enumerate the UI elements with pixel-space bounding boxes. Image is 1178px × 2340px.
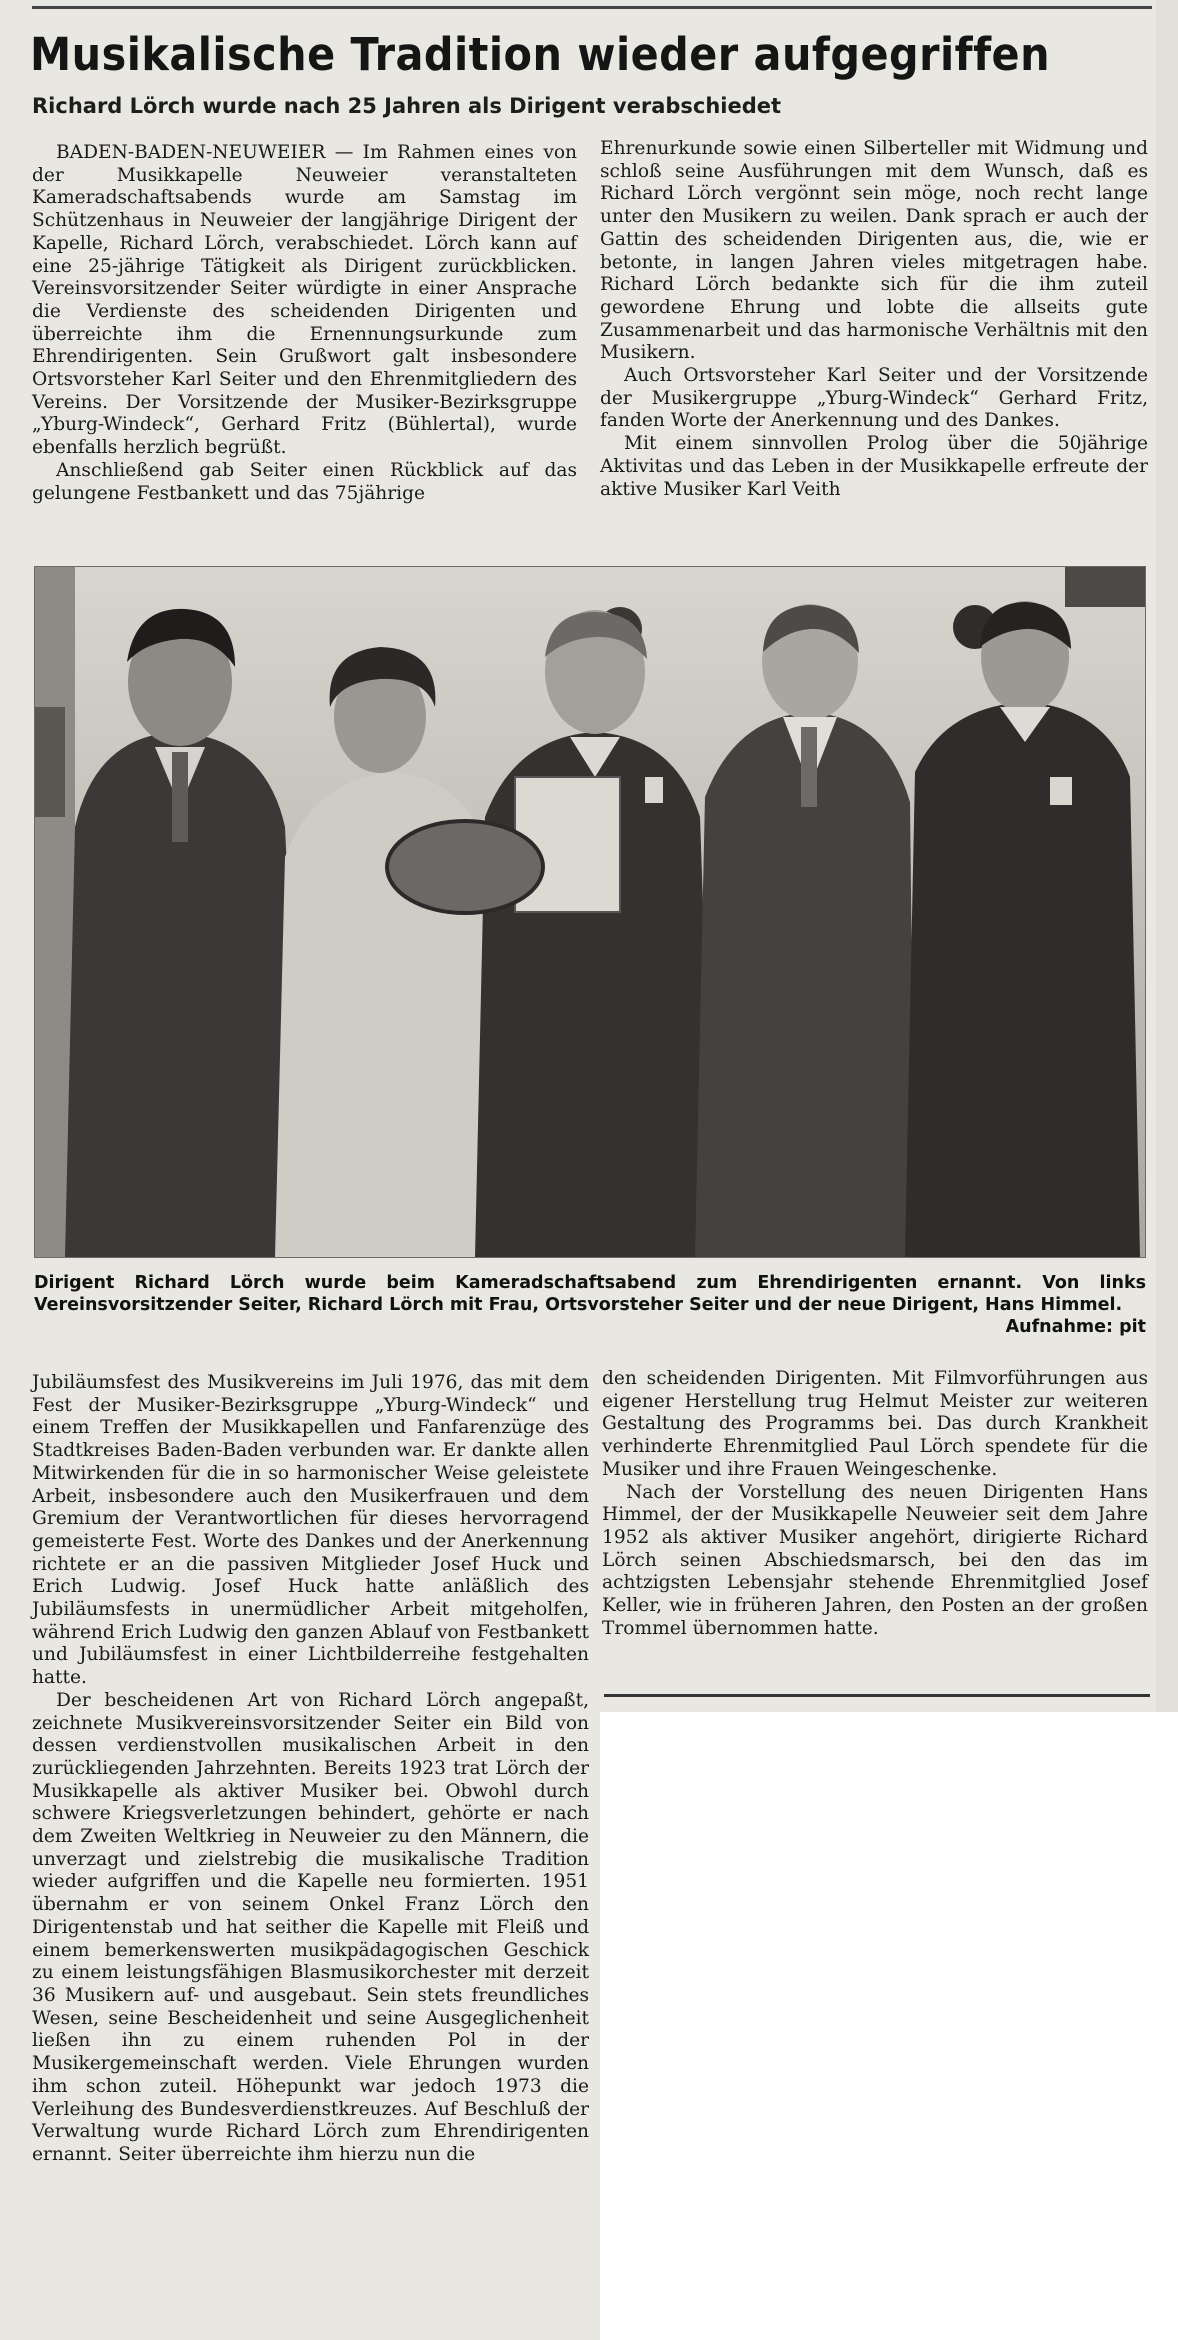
group-photo	[34, 566, 1146, 1258]
col2-paragraph-1: Ehrenurkunde sowie einen Silberteller mit Widmung und schloß seine Ausführungen mit dem Wunsch, daß es Richard Lörch vergönnt sein möge, noch recht lange unter den Musikern zu weilen. Dank sprach er auch der Gattin des scheidenden Dirigenten aus, die, wie er betonte, in langen Jahren vieles mitgetragen habe. Richard Lörch bedankte sich für die ihm zuteil gewordene Ehrung und lobte die allseits gute Zusammenarbeit und das harmonische Verhältnis mit den Musikern.	[600, 138, 1148, 364]
adjacent-column-edge	[1156, 0, 1178, 1712]
blank-background	[600, 1712, 1178, 2340]
caption-text: Dirigent Richard Lörch wurde beim Kameradschaftsabend zum Ehrendirigenten ernannt. Von links Vereinsvorsitzender Seiter, Richard Lörch mit Frau, Ortsvorsteher Seiter und der neue Dirigent, Hans Himmel.	[34, 1273, 1146, 1315]
headline: Musikalische Tradition wieder aufgegriffen	[30, 28, 1051, 81]
column-1	[32, 142, 577, 505]
col2-paragraph-2: Auch Ortsvorsteher Karl Seiter und der Vorsitzende der Musikergruppe „Yburg-Windeck“ Gerhard Fritz, fanden Worte der Anerkennung und des Dankes.	[600, 365, 1148, 432]
col3-paragraph-2: Der bescheidenen Art von Richard Lörch angepaßt, zeichnete Musikvereinsvorsitzender Seiter ein Bild von dessen verdienstvollen musikalischen Arbeit in den zurückliegenden Jahrzehnten. Bereits 1923 trat Lörch der Musikkapelle als aktiver Musiker bei. Obwohl durch schwere Kriegsverletzungen behindert, gehörte er nach dem Zweiten Weltkrieg in Neuweier zu den Männern, die unverzagt und zielstrebig die musikalische Tradition wieder aufgriffen und die Kapelle neu formierten. 1951 übernahm er von seinem Onkel Franz Lörch den Dirigentenstab und hat seither die Kapelle mit Fleiß und einem bemerkenswerten musikpädagogischen Geschick zu einem leistungsfähigen Blasmusikorchester mit derzeit 36 Musikern auf- und ausgebaut. Sein stets freundliches Wesen, seine Bescheidenheit und seine Ausgeglichenheit ließen ihn zu einem ruhenden Pol in der Musikergemeinschaft werden. Viele Ehrungen wurden ihm schon zuteil. Höhepunkt war jedoch 1973 die Verleihung des Bundesverdienstkreuzes. Auf Beschluß der Verwaltung wurde Richard Lörch zum Ehrendirigenten ernannt. Seiter überreichte ihm hierzu nun die	[32, 1689, 589, 2165]
photo-caption	[34, 1272, 1146, 1338]
col4-paragraph-2: Nach der Vorstellung des neuen Dirigenten Hans Himmel, der der Musikkapelle Neuweier seit dem Jahre 1952 als aktiver Musiker angehört, dirigierte Richard Lörch seinen Abschiedsmarsch, bei den das im achtzigsten Lebensjahr stehende Ehrenmitglied Josef Keller, wie in früheren Jahren, den Posten an der großen Trommel übernommen hatte.	[602, 1481, 1148, 1639]
col2-paragraph-3: Mit einem sinnvollen Prolog über die 50jährige Aktivitas und das Leben in der Musikkapelle erfreute der aktive Musiker Karl Veith	[600, 433, 1148, 500]
subheadline: Richard Lörch wurde nach 25 Jahren als Dirigent verabschiedet	[32, 94, 782, 118]
col1-paragraph-2: Anschließend gab Seiter einen Rückblick auf das gelungene Festbankett und das 75jährige	[32, 459, 577, 504]
col4-paragraph-1: den scheidenden Dirigenten. Mit Filmvorführungen aus eigener Herstellung trug Helmut Meister zur weiteren Gestaltung des Programms bei. Das durch Krankheit verhinderte Ehrenmitglied Paul Lörch spendete für die Musiker und ihre Frauen Weingeschenke.	[602, 1368, 1148, 1480]
col1-paragraph-1: BADEN-BADEN-NEUWEIER — Im Rahmen eines von der Musikkapelle Neuweier veranstalteten Kameradschaftsabends wurde am Samstag im Schützenhaus in Neuweier der langjährige Dirigent der Kapelle, Richard Lörch, verabschiedet. Lörch kann auf eine 25-jährige Tätigkeit als Dirigent zurückblicken. Vereinsvorsitzender Seiter würdigte in einer Ansprache die Verdienste des scheidenden Dirigenten und überreichte ihm die Ernennungsurkunde zum Ehrendirigenten. Sein Grußwort galt insbesondere Ortsvorsteher Karl Seiter und den Ehrenmitgliedern des Vereins. Der Vorsitzende der Musiker-Bezirksgruppe „Yburg-Windeck“, Gerhard Fritz (Bühlertal), wurde ebenfalls herzlich begrüßt.	[32, 142, 577, 459]
column-2	[600, 138, 1148, 501]
column-3	[32, 1372, 589, 2167]
bottom-rule	[604, 1694, 1150, 1697]
top-rule	[32, 6, 1152, 9]
photo-credit: Aufnahme: pit	[1005, 1317, 1146, 1337]
col3-paragraph-1: Jubiläumsfest des Musikvereins im Juli 1976, das mit dem Fest der Musiker-Bezirksgruppe „Yburg-Windeck“ und einem Treffen der Musikkapellen und Fanfarenzüge des Stadtkreises Baden-Baden verbunden war. Er dankte allen Mitwirkenden für die in so harmonischer Weise geleistete Arbeit, insbesondere auch den Musikerfrauen und dem Gremium der Verantwortlichen für dieses hervorragend gemeisterte Fest. Worte des Dankes und der Anerkennung richtete er an die passiven Mitglieder Josef Huck und Erich Ludwig. Josef Huck hatte anläßlich des Jubiläumsfests in unermüdlicher Arbeit mitgeholfen, während Erich Ludwig den ganzen Ablauf von Festbankett und Jubiläumsfest in einer Lichtbilderreihe festgehalten hatte.	[32, 1372, 589, 1689]
column-4	[602, 1368, 1148, 1640]
group-photo-image	[35, 567, 1145, 1257]
